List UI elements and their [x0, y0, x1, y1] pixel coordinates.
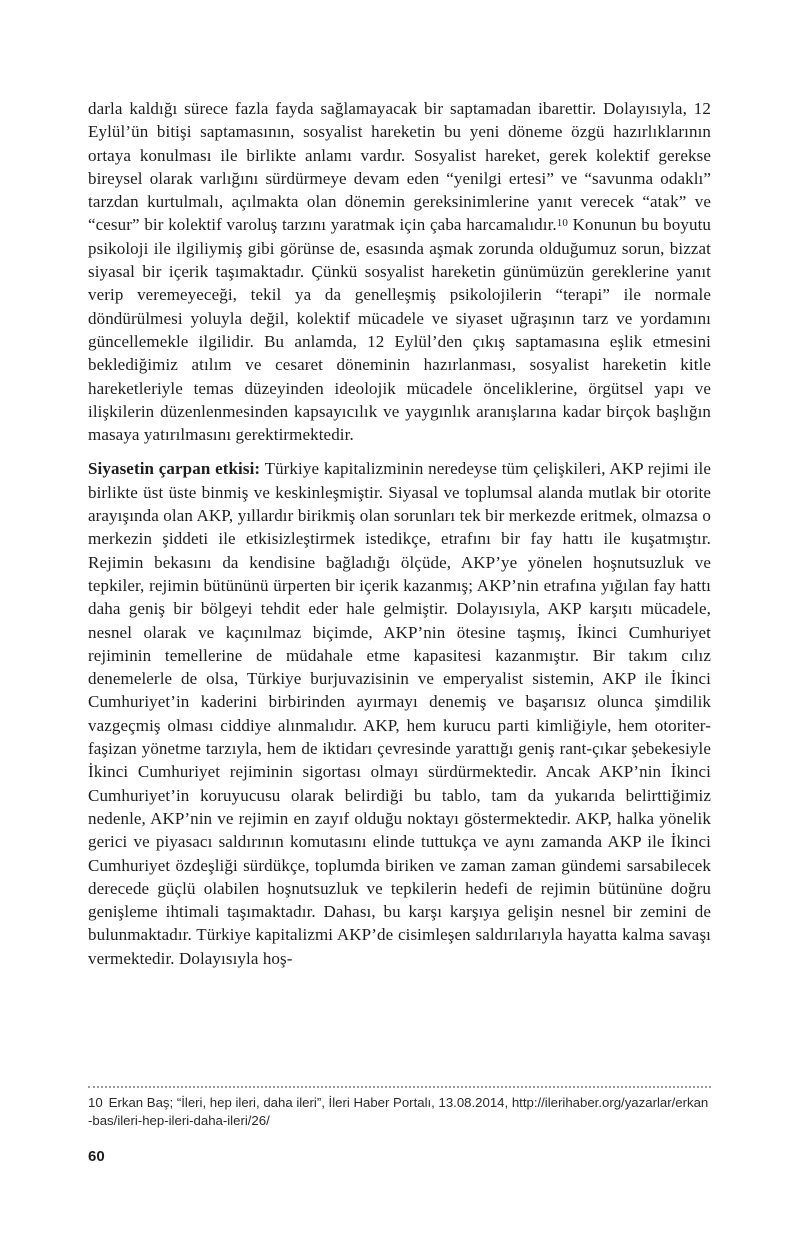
- footnote: [88, 1094, 711, 1129]
- paragraph-2-bold-lead: Siyasetin çarpan etkisi:: [88, 459, 261, 479]
- paragraph-2-text: Türkiye kapitalizminin neredeyse tüm çelişkileri, AKP rejimi ile birlikte üst üste binmiş ve keskinleşmiştir. Siyasal ve toplumsal alanda mutlak bir otorite arayışında olan AKP, yıllardır birikmiş olan sorunları tek bir merkezde eritmek, olmazsa o merkezin şiddeti ile etkisizleştirmek istedikçe, etrafını bir fay hattı ile kuşatmıştır. Rejimin bekasını da kendisine bağladığı ölçüde, AKP’ye yönelen hoşnutsuzluk ve tepkiler, rejimin bütününü ürperten bir içerik kazanmış; AKP’nin etrafına yığılan fay hattı daha geniş bir bölgeyi tehdit eder hale gelmiştir. Dolayısıyla, AKP karşıtı mücadele, nesnel olarak ve kaçınılmaz biçimde, AKP’nin ötesine taşmış, İkinci Cumhuriyet rejiminin temellerine de müdahale etme kapasitesi kazanmıştır. Bir takım cılız denemelerle de olsa, Türkiye burjuvazisinin ve emperyalist sistemin, AKP ile İkinci Cumhuriyet’in kaderini birbirinden ayırmayı denemiş ve başarısız olunca şimdilik vazgeçmiş olması ciddiye alınmalıdır. AKP, hem kurucu parti kimliğiyle, hem otoriter-faşizan yönetme tarzıyla, hem de iktidarı çevresinde yarattığı geniş rant-çıkar şebekesiyle İkinci Cumhuriyet rejiminin sigortası olmayı sürdürmektedir. Ancak AKP’nin İkinci Cumhuriyet’in koruyucusu olarak belirdiği bu tablo, tam da yukarıda belirttiğimiz nedenle, AKP’nin ve rejimin en zayıf olduğu noktayı göstermektedir. AKP, halka yönelik gerici ve piyasacı saldırının komutasını elinde tuttukça ve aynı zamanda AKP ile İkinci Cumhuriyet özdeşliği sürdükçe, toplumda biriken ve zaman zaman gündemi sarsabilecek derecede güçlü olabilen hoşnutsuzluk ve tepkilerin hedefi de rejimin bütününe doğru genişleme ihtimali taşımaktadır. Dahası, bu karşı karşıya gelişin nesnel bir zemini de bulunmaktadır. Türkiye kapitalizmi AKP’de cisimleşen saldırılarıyla hayatta kalma savaşı vermektedir. Dolayısıyla hoş-: [88, 459, 711, 968]
- page-number: 60: [88, 1148, 105, 1165]
- footnote-separator-rule: [88, 1086, 711, 1088]
- footnote-text: Erkan Baş; “İleri, hep ileri, daha ileri”, İleri Haber Portalı, 13.08.2014, http://ilerihaber.org/yazarlar/erkan-bas/ileri-hep-ileri-daha-ileri/26/: [88, 1095, 709, 1128]
- footnote-reference-marker: 10: [556, 216, 568, 229]
- page-content: [88, 97, 711, 970]
- paragraph-1-text-after-ref: Konunun bu boyutu psikoloji ile ilgiliymiş gibi görünse de, esasında aşmak zorunda olduğumuz sorun, bizzat siyasal bir içerik taşımaktadır. Çünkü sosyalist hareketin günümüzün gereklerine yanıt verip veremeyeceği, tekil ya da genelleşmiş psikolojilerin “terapi” ile normale döndürülmesi yoluyla değil, kolektif mücadele ve siyaset uğraşının tarz ve yordamını güncellemekle ilgilidir. Bu anlamda, 12 Eylül’den çıkış saptamasına eşlik etmesini beklediğimiz atılım ve cesaret döneminin hazırlanması, sosyalist hareketin kitle hareketleriyle temas düzeyinden ideolojik mücadele önceliklerine, örgütsel yapı ve ilişkilerin düzenlenmesinden kapsayıcılık ve yaygınlık aranışlarına kadar birçok başlığın masaya yatırılmasını gerektirmektedir.: [88, 215, 711, 445]
- footnote-number: 10: [88, 1095, 103, 1110]
- paragraph-2: [88, 457, 711, 970]
- footnote-area: [88, 1086, 711, 1129]
- paragraph-1: [88, 97, 711, 446]
- paragraph-1-text-before-ref: darla kaldığı sürece fazla fayda sağlamayacak bir saptamadan ibarettir. Dolayısıyla, 12 Eylül’ün bitişi saptamasının, sosyalist hareketin bu yeni döneme özgü hazırlıklarının ortaya konulması ile birlikte anlamı vardır. Sosyalist hareket, gerek kolektif gerekse bireysel olarak varlığını sürdürmeye devam eden “yenilgi ertesi” ve “savunma odaklı” tarzdan kurtulmalı, açılmakta olan dönemin gereksinimlerine yanıt verecek “atak” ve “cesur” bir kolektif varoluş tarzını yaratmak için çaba harcamalıdır.: [88, 99, 711, 235]
